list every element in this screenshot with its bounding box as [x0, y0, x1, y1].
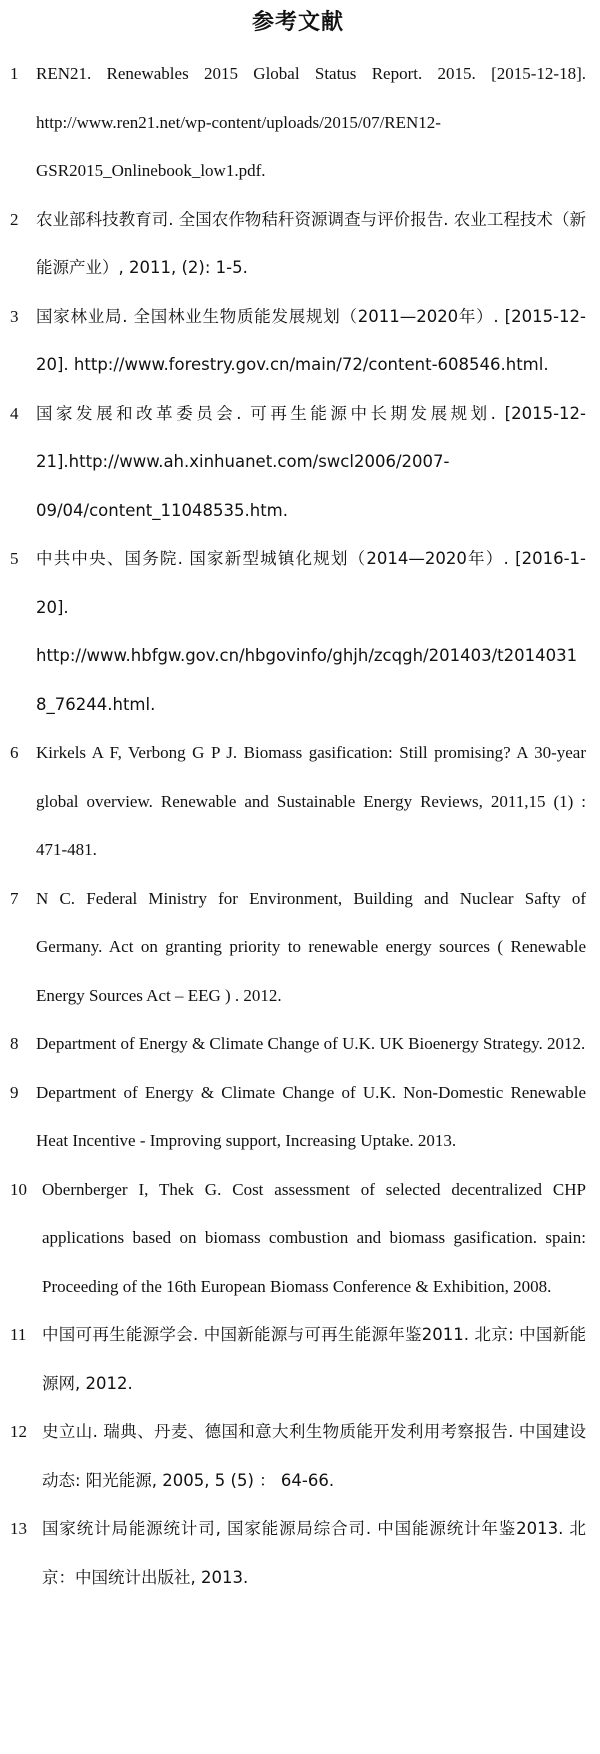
reference-item: [10, 1020, 586, 1069]
reference-item: [10, 390, 586, 536]
reference-number: 4: [10, 403, 19, 423]
reference-item: [10, 1069, 586, 1166]
reference-item: [10, 50, 586, 196]
reference-number: 6: [10, 743, 19, 762]
reference-text: Department of Energy & Climate Change of U.K. Non-Domestic Renewable Heat Incentive - Improving support, Increasing Uptake. 2013.: [36, 1082, 586, 1150]
reference-number: 5: [10, 549, 19, 568]
reference-text: 国家统计局能源统计司, 国家能源局综合司. 中国能源统计年鉴2013. 北京：中国统计出版社, 2013.: [42, 1519, 586, 1587]
reference-item: [10, 1311, 586, 1408]
reference-item: [10, 196, 586, 293]
reference-text: 中共中央、国务院. 国家新型城镇化规划（2014—2020年）. [2016-1-20]. http://www.hbfgw.gov.cn/hbgovinfo/ghjh/zcqgh/201403/t20140318_76244.html.: [36, 549, 586, 714]
reference-text: 农业部科技教育司. 全国农作物秸秆资源调查与评价报告. 农业工程技术（新能源产业）, 2011, (2): 1-5.: [36, 209, 586, 277]
reference-text: Kirkels A F, Verbong G P J. Biomass gasification: Still promising? A 30-year global overview. Renewable and Sustainable Energy Reviews, 2011,15 (1) : 471-481.: [36, 743, 586, 859]
reference-item: [10, 1166, 586, 1312]
reference-item: [10, 729, 586, 875]
reference-text: REN21. Renewables 2015 Global Status Report. 2015. [2015-12-18]. http://www.ren21.net/wp-content/uploads/2015/07/REN12-GSR2015_Onlinebook_low1.pdf.: [36, 64, 586, 180]
reference-text: 中国可再生能源学会. 中国新能源与可再生能源年鉴2011. 北京: 中国新能源网, 2012.: [42, 1325, 586, 1393]
reference-number: 3: [10, 306, 19, 326]
reference-number: 11: [10, 1325, 27, 1344]
reference-text: Obernberger I, Thek G. Cost assessment of selected decentralized CHP applications based on biomass combustion and biomass gasification. spain: Proceeding of the 16th European Biomass Conference & Exhibition, 2008.: [42, 1179, 586, 1296]
reference-number: 10: [10, 1179, 27, 1199]
reference-number: 2: [10, 209, 19, 229]
reference-item: [10, 1408, 586, 1505]
reference-item: [10, 293, 586, 390]
page-title: 参考文献: [251, 10, 344, 35]
reference-number: 7: [10, 888, 19, 908]
reference-number: 13: [10, 1519, 27, 1538]
reference-number: 12: [10, 1422, 27, 1441]
reference-number: 1: [10, 64, 19, 83]
reference-text: 史立山. 瑞典、丹麦、德国和意大利生物质能开发利用考察报告. 中国建设动态: 阳光能源, 2005, 5 (5) ： 64-66.: [42, 1422, 586, 1490]
reference-text: 国家林业局. 全国林业生物质能发展规划（2011—2020年）. [2015-12-20]. http://www.forestry.gov.cn/main/72/content-608546.html.: [36, 306, 586, 374]
reference-item: [10, 1505, 586, 1602]
reference-text: Department of Energy & Climate Change of U.K. UK Bioenergy Strategy. 2012.: [36, 1034, 586, 1053]
reference-item: [10, 535, 586, 729]
reference-text: N C. Federal Ministry for Environment, Building and Nuclear Safty of Germany. Act on granting priority to renewable energy sources ( Renewable Energy Sources Act – EEG ) . 2012.: [36, 888, 586, 1005]
reference-item: [10, 875, 586, 1021]
reference-number: 9: [10, 1082, 19, 1102]
reference-list: [10, 50, 586, 1602]
reference-text: 国家发展和改革委员会. 可再生能源中长期发展规划. [2015-12-21].http://www.ah.xinhuanet.com/swcl2006/2007-09/04/content_11048535.htm.: [36, 403, 586, 520]
reference-number: 8: [10, 1034, 19, 1053]
